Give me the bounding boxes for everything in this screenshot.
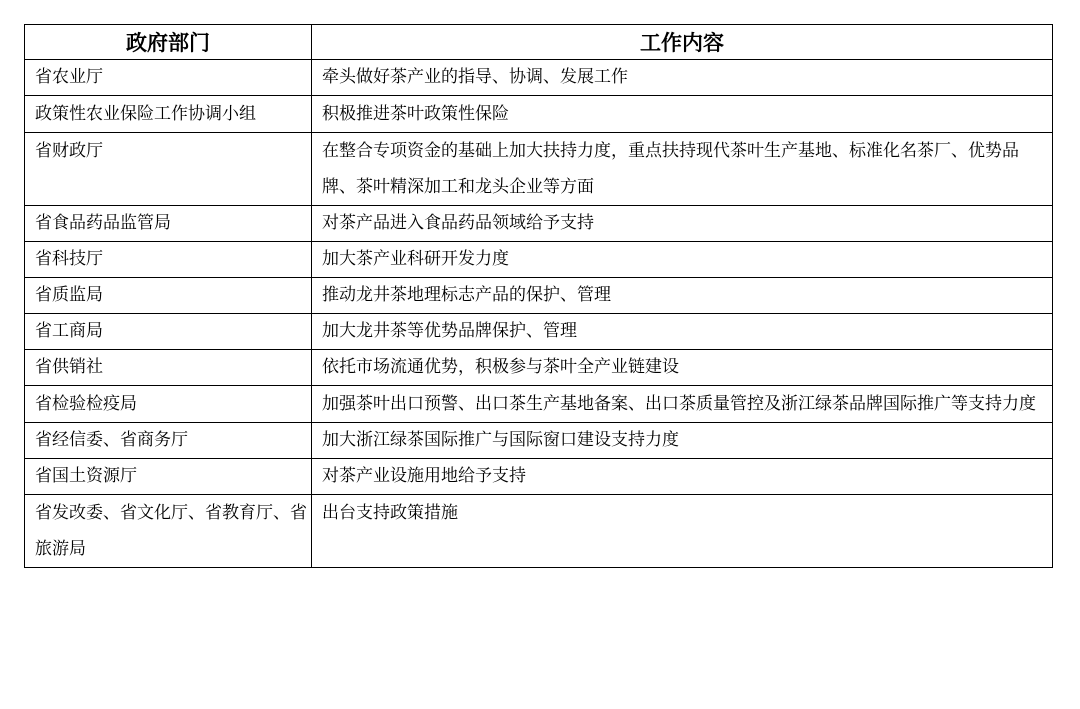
work-content-cell: 加大浙江绿茶国际推广与国际窗口建设支持力度 [312, 423, 1053, 459]
government-departments-table [24, 24, 1053, 568]
work-content-cell: 在整合专项资金的基础上加大扶持力度，重点扶持现代茶叶生产基地、标准化名茶厂、优势品牌、茶叶精深加工和龙头企业等方面 [312, 133, 1053, 206]
table-row [25, 423, 1053, 459]
department-cell: 省质监局 [25, 278, 312, 314]
department-cell: 省发改委、省文化厅、省教育厅、省旅游局 [25, 495, 312, 568]
department-cell: 省检验检疫局 [25, 386, 312, 423]
department-cell: 省工商局 [25, 314, 312, 350]
work-content-cell: 积极推进茶叶政策性保险 [312, 96, 1053, 133]
table-row [25, 495, 1053, 568]
work-content-cell: 对茶产品进入食品药品领域给予支持 [312, 206, 1053, 242]
table-row [25, 314, 1053, 350]
column-header-department: 政府部门 [25, 25, 312, 60]
work-content-cell: 加大龙井茶等优势品牌保护、管理 [312, 314, 1053, 350]
department-cell: 省经信委、省商务厅 [25, 423, 312, 459]
work-content-cell: 加强茶叶出口预警、出口茶生产基地备案、出口茶质量管控及浙江绿茶品牌国际推广等支持力度 [312, 386, 1053, 423]
work-content-cell: 加大茶产业科研开发力度 [312, 242, 1053, 278]
work-content-cell: 对茶产业设施用地给予支持 [312, 459, 1053, 495]
work-content-cell: 依托市场流通优势，积极参与茶叶全产业链建设 [312, 350, 1053, 386]
table-row [25, 96, 1053, 133]
department-cell: 省食品药品监管局 [25, 206, 312, 242]
table-row [25, 350, 1053, 386]
table-row [25, 242, 1053, 278]
table-row [25, 459, 1053, 495]
department-cell: 省国土资源厅 [25, 459, 312, 495]
table-header-row [25, 25, 1053, 60]
work-content-cell: 推动龙井茶地理标志产品的保护、管理 [312, 278, 1053, 314]
department-cell: 省农业厅 [25, 60, 312, 96]
work-content-cell: 出台支持政策措施 [312, 495, 1053, 568]
table-row [25, 386, 1053, 423]
department-cell: 政策性农业保险工作协调小组 [25, 96, 312, 133]
work-content-cell: 牵头做好茶产业的指导、协调、发展工作 [312, 60, 1053, 96]
table-row [25, 133, 1053, 206]
column-header-work-content: 工作内容 [312, 25, 1053, 60]
table-row [25, 278, 1053, 314]
department-cell: 省财政厅 [25, 133, 312, 206]
department-cell: 省科技厅 [25, 242, 312, 278]
table-row [25, 60, 1053, 96]
department-cell: 省供销社 [25, 350, 312, 386]
table-row [25, 206, 1053, 242]
